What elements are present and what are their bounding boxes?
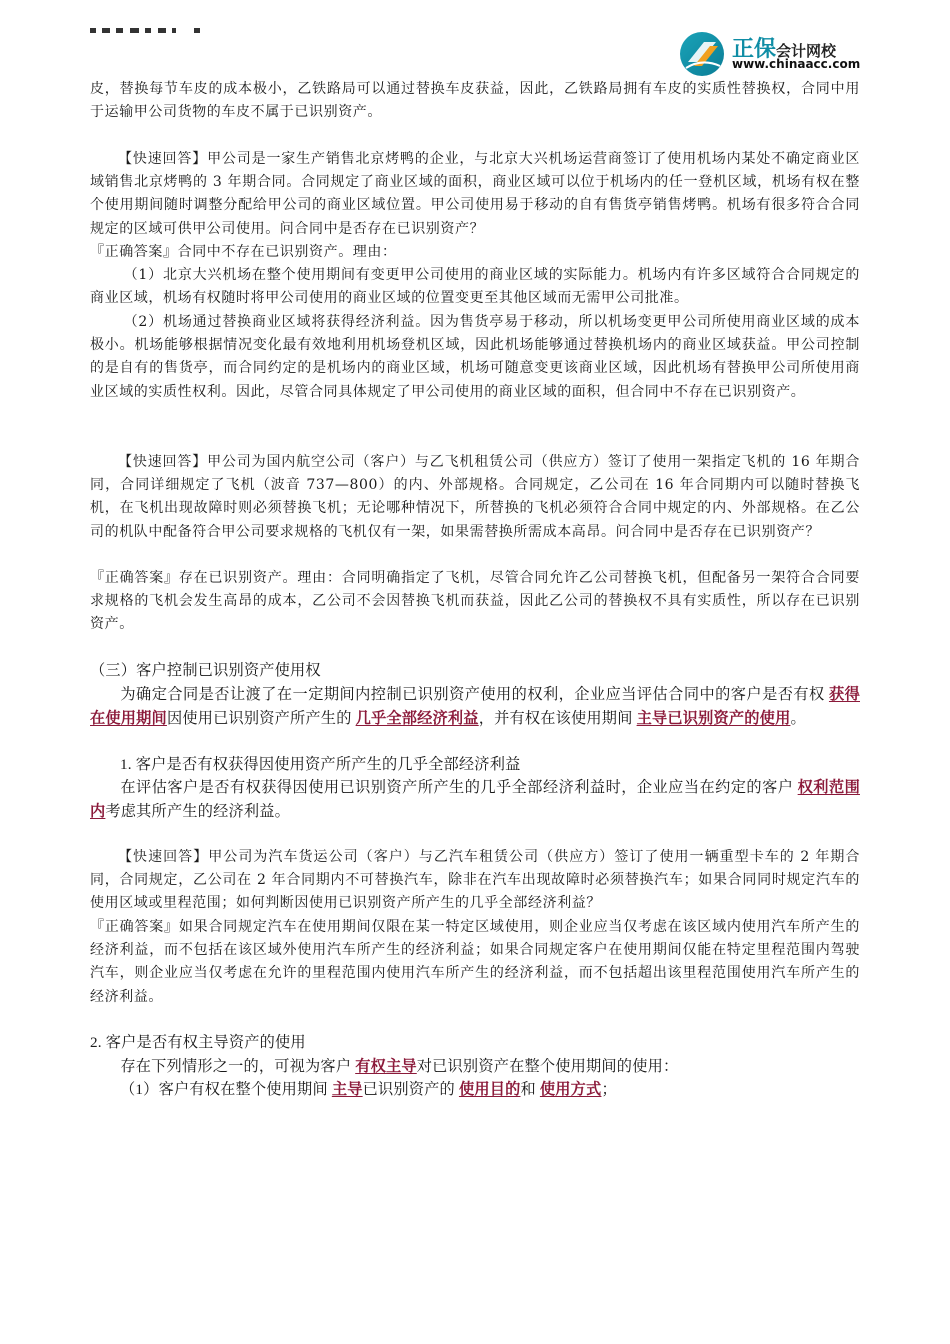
- answer-2: 『正确答案』存在已识别资产。理由：合同明确指定了飞机，尽管合同允许乙公司替换飞机，但配备另一架符合合同要求规格的飞机会发生高昂的成本，乙公司不会因替换飞机而获益，因此乙公司的替换权不具有实质性，所以存在已识别资产。: [90, 570, 860, 633]
- quick-question-3: 【快速回答】甲公司为汽车货运公司（客户）与乙汽车租赁公司（供应方）签订了使用一辆重型卡车的 2 年期合同，合同规定，乙公司在 2 年合同期内不可替换汽车，除非在汽车出现故障时必须替换汽车；如果合同同时规定汽车的使用区域或里程范围；如何判断因使用已识别资产所产生的几乎全部经济利益？: [90, 849, 860, 912]
- answer-1-heading: 『正确答案』合同中不存在已识别资产。理由：: [90, 244, 397, 260]
- paragraph-continuation: 皮，替换每节车皮的成本极小，乙铁路局可以通过替换车皮获益，因此，乙铁路局拥有车皮的实质性替换权，合同中用于运输甲公司货物的车皮不属于已识别资产。: [90, 81, 860, 121]
- logo-emblem-icon: [680, 32, 724, 76]
- paragraph-control-right: [90, 683, 860, 730]
- section-heading-3: （三）客户控制已识别资产使用权: [90, 662, 321, 679]
- logo-brand: 正保: [732, 37, 777, 62]
- p4-text-b: 考虑其所产生的经济利益。: [105, 802, 291, 820]
- logo-brand-sub: 会计网校: [776, 42, 837, 60]
- logo-url: www.chinaacc.com: [732, 57, 861, 71]
- condition-1: [120, 1078, 860, 1102]
- p3-text-c: ，并有权在该使用期间: [478, 709, 637, 727]
- keyword-almost-all-benefits: 几乎全部经济利益: [355, 709, 479, 727]
- keyword-rights-scope: 权利范围内: [90, 779, 860, 820]
- p5-text-b: 对已识别资产在整个使用期间的使用：: [416, 1058, 679, 1075]
- p3-text-b: 因使用已识别资产所产生的: [166, 709, 356, 727]
- p3-text-d: 。: [790, 709, 806, 727]
- p6-text-b: 已识别资产的: [362, 1081, 459, 1098]
- p5-text-a: 存在下列情形之一的，可视为客户: [120, 1058, 356, 1075]
- answer-1-reason-2: （2）机场通过替换商业区域将获得经济利益。因为售货亭易于移动，所以机场变更甲公司所使用商业区域的成本极小。机场能够根据情况变化最有效地利用机场登机区域，因此机场能够通过替换机场内的商业区域获益。甲公司控制的是自有的售货亭，而合同约定的是机场内的商业区域，机场可随意变更该商业区域，因此机场有替换甲公司所使用商业区域的实质性权利。因此，尽管合同具体规定了甲公司使用的商业区域的面积，但合同中不存在已识别资产。: [90, 314, 860, 400]
- keyword-obtain-during-use: 获得在使用期间: [90, 686, 860, 727]
- p6-text-c: 和: [520, 1081, 540, 1098]
- p6-text-d: ；: [601, 1081, 617, 1098]
- answer-1-reason-1: （1）北京大兴机场在整个使用期间有变更甲公司使用的商业区域的实际能力。机场内有许多区域符合合同规定的商业区域，机场有权随时将甲公司使用的商业区域的位置变更至其他区域而无需甲公司批准。: [90, 267, 860, 307]
- subheading-2: 2. 客户是否有权主导资产的使用: [90, 1034, 306, 1051]
- answer-3: 『正确答案』如果合同规定汽车在使用期间仅限在某一特定区域使用，则企业应当仅考虑在该区域内使用汽车所产生的经济利益，而不包括在该区域外使用汽车所产生的经济利益；如果合同规定客户在使用期间仅能在特定里程范围内驾驶汽车，则企业应当仅考虑在允许的里程范围内使用汽车所产生的经济利益，而不包括超出该里程范围使用汽车所产生的经济利益。: [90, 919, 860, 1005]
- subheading-1: 1. 客户是否有权获得因使用资产所产生的几乎全部经济利益: [120, 756, 521, 773]
- quick-question-2: 【快速回答】甲公司为国内航空公司（客户）与乙飞机租赁公司（供应方）签订了使用一架指定飞机的 16 年期合同，合同详细规定了飞机（波音 737—800）的内、外部规格。合同规定，乙公司在 16 年合同期内可以随时替换飞机，在飞机出现故障时则必须替换飞机；无论哪种情况下，所替换的飞机必须符合合同中规定的内、外部规格。在乙公司的机队中配备符合甲公司要求规格的飞机仅有一架，如果需替换所需成本高昂。问合同中是否存在已识别资产？: [90, 454, 860, 540]
- cropped-text-fragment: [90, 25, 210, 35]
- keyword-manner-of-use: 使用方式: [539, 1081, 602, 1098]
- paragraph-direct-use: [90, 1055, 860, 1079]
- p4-text-a: 在评估客户是否有权获得因使用已识别资产所产生的几乎全部经济利益时，企业应当在约定的客户: [120, 779, 798, 796]
- keyword-direct: 主导: [331, 1081, 363, 1098]
- chinaacc-logo: [680, 30, 920, 76]
- p6-text-a: （1）客户有权在整个使用期间: [120, 1081, 332, 1098]
- keyword-direct-use: 主导已识别资产的使用: [636, 709, 791, 727]
- keyword-right-to-direct: 有权主导: [355, 1058, 417, 1075]
- keyword-purpose-of-use: 使用目的: [458, 1081, 521, 1098]
- quick-question-1: 【快速回答】甲公司是一家生产销售北京烤鸭的企业，与北京大兴机场运营商签订了使用机场内某处不确定商业区域销售北京烤鸭的 3 年期合同。合同规定了商业区域的面积，商业区域可以位于机场内的任一登机区域，机场有权在整个使用期间随时调整分配给甲公司的商业区域位置。甲公司使用易于移动的自有售货亭销售烤鸭。机场有很多符合合同规定的区域可供甲公司使用。问合同中是否存在已识别资产？: [90, 151, 860, 237]
- paragraph-benefits: [90, 776, 860, 823]
- p3-text-a: 为确定合同是否让渡了在一定期间内控制已识别资产使用的权利，企业应当评估合同中的客户是否有权: [120, 686, 829, 703]
